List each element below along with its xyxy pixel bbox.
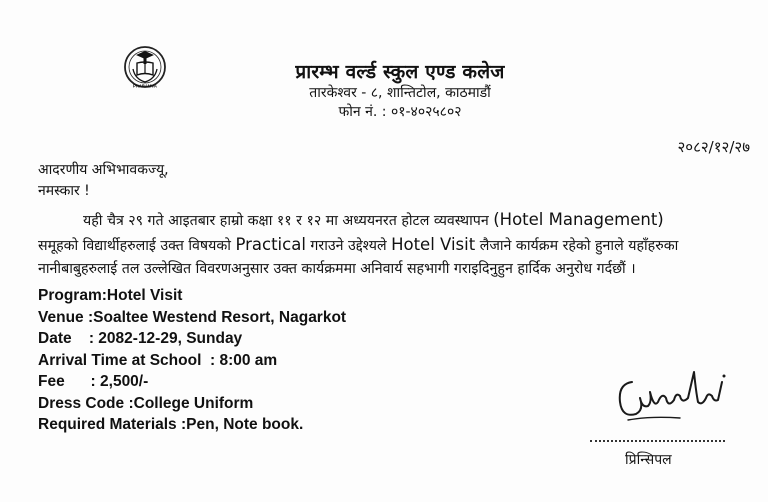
body-line-2: समूहको विद्यार्थीहरुलाई उक्त विषयको Practical गराउने उद्देश्यले Hotel Visit लैजाने कार्यक्रम रहेको हुनाले यहाँहरुका	[38, 235, 679, 254]
visit-details	[38, 285, 346, 436]
school-phone: फोन नं. : ०१-४०२५८०२	[338, 104, 462, 120]
signature-block	[560, 362, 760, 472]
letter-body	[38, 208, 738, 281]
greeting: आदरणीय अभिभावकज्यू,	[38, 162, 169, 178]
detail-fee: Fee : 2,500/-	[38, 373, 149, 390]
detail-program: Program:Hotel Visit	[38, 287, 183, 304]
detail-arrival-time: Arrival Time at School : 8:00 am	[38, 351, 278, 369]
namaskar: नमस्कार !	[38, 183, 90, 199]
detail-required-materials: Required Materials :Pen, Note book.	[38, 416, 304, 433]
body-line-1: यही चैत्र २९ गते आइतबार हाम्रो कक्षा ११ र १२ मा अध्ययनरत होटल व्यवस्थापन (Hotel Management)	[83, 210, 664, 229]
body-line-3: नानीबाबुहरुलाई तल उल्लेखित विवरणअनुसार उक्त कार्यक्रममा अनिवार्य सहभागी गराइदिनुहुन हार्दिक अनुरोध गर्दछौं ।	[38, 261, 636, 277]
detail-date: Date : 2082-12-29, Sunday	[38, 330, 243, 347]
detail-venue: Venue :Soaltee Westend Resort, Nagarkot	[38, 308, 347, 326]
letter-date: २०८२/१२/२७	[677, 138, 750, 156]
principal-title: प्रिन्सिपल	[625, 452, 672, 468]
salutation	[38, 160, 169, 202]
school-name: प्रारम्भ वर्ल्ड स्कुल एण्ड कलेज	[295, 61, 505, 83]
svg-text:PRARAMVA: PRARAMVA	[133, 83, 157, 89]
letterhead	[250, 60, 550, 122]
signature-line	[590, 440, 725, 442]
detail-dress-code: Dress Code :College Uniform	[38, 394, 254, 412]
school-address: तारकेश्वर - ८, शान्तिटोल, काठमाडौं	[309, 85, 491, 101]
handwritten-signature	[610, 362, 740, 434]
school-logo	[123, 45, 167, 89]
